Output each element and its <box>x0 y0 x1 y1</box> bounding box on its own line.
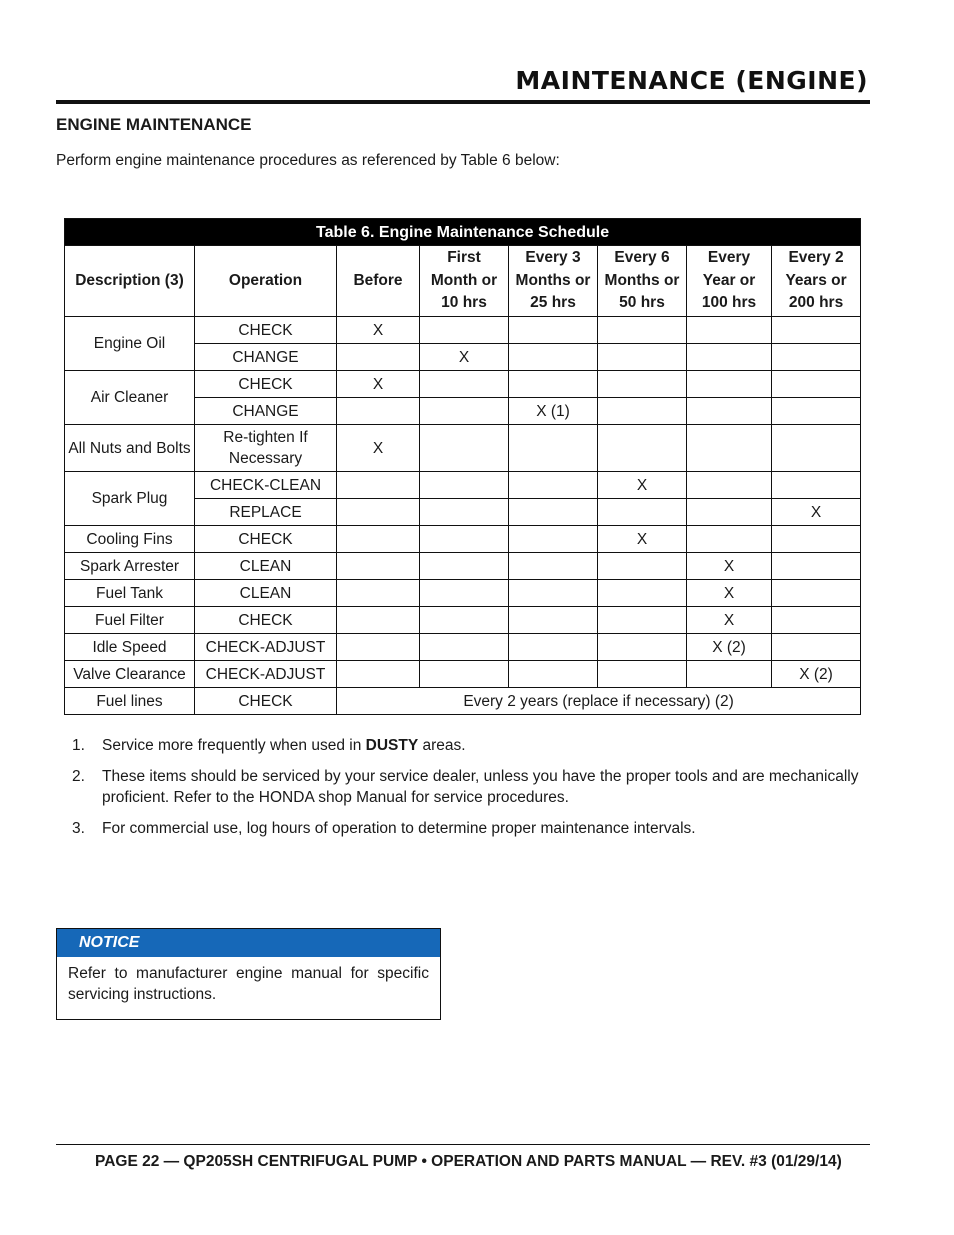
operation-cell: CHANGE <box>195 398 337 425</box>
interval-cell: X (2) <box>772 661 861 688</box>
operation-cell: CHECK-ADJUST <box>195 634 337 661</box>
column-header: Every Year or 100 hrs <box>687 246 772 317</box>
description-cell: Cooling Fins <box>65 526 195 553</box>
description-cell: Fuel Tank <box>65 580 195 607</box>
operation-cell: CHECK <box>195 688 337 715</box>
interval-cell <box>598 398 687 425</box>
interval-cell <box>509 580 598 607</box>
footnotes-list <box>72 735 862 849</box>
interval-cell <box>420 499 509 526</box>
interval-cell <box>420 317 509 344</box>
interval-cell <box>772 472 861 499</box>
column-header: Before <box>337 246 420 317</box>
table-row <box>65 472 861 499</box>
table-row <box>65 580 861 607</box>
footnote-text: Service more frequently when used in <box>102 737 366 754</box>
operation-cell: CHECK-ADJUST <box>195 661 337 688</box>
column-header: Operation <box>195 246 337 317</box>
interval-cell <box>687 344 772 371</box>
table-row <box>65 661 861 688</box>
maintenance-schedule-table <box>64 218 861 715</box>
interval-cell <box>509 371 598 398</box>
interval-cell: X <box>420 344 509 371</box>
interval-cell: X <box>687 553 772 580</box>
operation-cell: CHECK <box>195 371 337 398</box>
interval-cell <box>687 661 772 688</box>
interval-cell <box>598 580 687 607</box>
interval-cell <box>509 425 598 472</box>
interval-cell <box>687 371 772 398</box>
footnote <box>72 818 862 839</box>
interval-cell <box>420 580 509 607</box>
description-cell: Fuel Filter <box>65 607 195 634</box>
footnote-emphasis: DUSTY <box>365 737 419 754</box>
interval-cell <box>772 526 861 553</box>
interval-cell: X <box>598 472 687 499</box>
interval-cell <box>337 634 420 661</box>
interval-cell: X <box>337 425 420 472</box>
column-header: First Month or 10 hrs <box>420 246 509 317</box>
description-cell: Spark Arrester <box>65 553 195 580</box>
operation-cell: REPLACE <box>195 499 337 526</box>
footnote-number: 3. <box>72 820 85 837</box>
interval-cell: X <box>337 371 420 398</box>
interval-cell <box>337 344 420 371</box>
interval-cell <box>772 425 861 472</box>
interval-cell <box>509 344 598 371</box>
section-heading: ENGINE MAINTENANCE <box>56 115 252 134</box>
footer-rule <box>56 1144 870 1145</box>
notice-title: NOTICE <box>57 929 440 957</box>
interval-cell <box>772 634 861 661</box>
interval-cell <box>420 634 509 661</box>
description-cell: Valve Clearance <box>65 661 195 688</box>
interval-cell: X <box>337 317 420 344</box>
operation-cell: CHECK-CLEAN <box>195 472 337 499</box>
interval-cell <box>687 317 772 344</box>
operation-cell: Re-tighten If Necessary <box>195 425 337 472</box>
interval-cell <box>337 607 420 634</box>
interval-cell <box>772 553 861 580</box>
interval-cell <box>772 580 861 607</box>
interval-cell <box>420 371 509 398</box>
table-row <box>65 425 861 472</box>
interval-cell <box>598 317 687 344</box>
interval-cell <box>687 472 772 499</box>
footnote-number: 2. <box>72 768 85 785</box>
interval-cell <box>509 526 598 553</box>
interval-cell <box>509 317 598 344</box>
description-cell: All Nuts and Bolts <box>65 425 195 472</box>
interval-cell <box>687 499 772 526</box>
interval-cell <box>772 317 861 344</box>
interval-cell <box>772 398 861 425</box>
interval-cell <box>420 607 509 634</box>
interval-cell <box>687 398 772 425</box>
interval-cell <box>420 553 509 580</box>
interval-cell <box>337 526 420 553</box>
interval-cell <box>509 634 598 661</box>
description-cell: Spark Plug <box>65 472 195 526</box>
interval-cell <box>598 344 687 371</box>
footnote-text: areas. <box>418 737 466 754</box>
table-row <box>65 688 861 715</box>
interval-cell: X (2) <box>687 634 772 661</box>
interval-cell <box>420 425 509 472</box>
interval-cell <box>420 398 509 425</box>
interval-cell <box>598 634 687 661</box>
operation-cell: CHECK <box>195 317 337 344</box>
page-footer: PAGE 22 — QP205SH CENTRIFUGAL PUMP • OPERATION AND PARTS MANUAL — REV. #3 (01/29/14) <box>95 1153 842 1170</box>
interval-cell <box>509 499 598 526</box>
interval-cell: X <box>772 499 861 526</box>
footnote-text: These items should be serviced by your service dealer, unless you have the proper tools and are mechanically proficient. Refer to the HONDA shop Manual for service procedures. <box>102 768 859 806</box>
operation-cell: CLEAN <box>195 553 337 580</box>
description-cell: Idle Speed <box>65 634 195 661</box>
interval-span-cell: Every 2 years (replace if necessary) (2) <box>337 688 861 715</box>
column-header: Every 2 Years or 200 hrs <box>772 246 861 317</box>
table-row <box>65 526 861 553</box>
interval-cell: X <box>598 526 687 553</box>
footnote-number: 1. <box>72 737 85 754</box>
table-row <box>65 634 861 661</box>
interval-cell <box>772 371 861 398</box>
footnote <box>72 735 862 756</box>
footnote-text: For commercial use, log hours of operation to determine proper maintenance intervals. <box>102 820 696 837</box>
interval-cell <box>509 607 598 634</box>
intro-text: Perform engine maintenance procedures as referenced by Table 6 below: <box>56 152 560 169</box>
description-cell: Air Cleaner <box>65 371 195 425</box>
table-row <box>65 553 861 580</box>
operation-cell: CHANGE <box>195 344 337 371</box>
interval-cell <box>420 661 509 688</box>
interval-cell <box>337 398 420 425</box>
interval-cell <box>509 661 598 688</box>
table-caption: Table 6. Engine Maintenance Schedule <box>65 219 861 246</box>
column-header: Every 6 Months or 50 hrs <box>598 246 687 317</box>
footnote <box>72 766 862 808</box>
interval-cell <box>598 425 687 472</box>
operation-cell: CHECK <box>195 526 337 553</box>
notice-box <box>56 928 441 1020</box>
interval-cell <box>598 553 687 580</box>
interval-cell <box>337 553 420 580</box>
operation-cell: CHECK <box>195 607 337 634</box>
interval-cell <box>598 607 687 634</box>
interval-cell: X <box>687 580 772 607</box>
table-row <box>65 371 861 398</box>
interval-cell <box>598 499 687 526</box>
interval-cell <box>337 499 420 526</box>
interval-cell <box>420 526 509 553</box>
interval-cell <box>772 607 861 634</box>
interval-cell <box>337 472 420 499</box>
interval-cell <box>687 425 772 472</box>
column-header: Every 3 Months or 25 hrs <box>509 246 598 317</box>
operation-cell: CLEAN <box>195 580 337 607</box>
interval-cell <box>337 580 420 607</box>
interval-cell <box>420 472 509 499</box>
column-header: Description (3) <box>65 246 195 317</box>
notice-text: Refer to manufacturer engine manual for specific servicing instructions. <box>68 965 429 1003</box>
description-cell: Engine Oil <box>65 317 195 371</box>
interval-cell <box>509 472 598 499</box>
description-cell: Fuel lines <box>65 688 195 715</box>
interval-cell: X (1) <box>509 398 598 425</box>
interval-cell <box>598 371 687 398</box>
page-title: MAINTENANCE (ENGINE) <box>515 66 868 95</box>
interval-cell <box>772 344 861 371</box>
interval-cell <box>598 661 687 688</box>
header-rule <box>56 100 870 104</box>
table-row <box>65 317 861 344</box>
interval-cell: X <box>687 607 772 634</box>
interval-cell <box>509 553 598 580</box>
interval-cell <box>687 526 772 553</box>
table-row <box>65 607 861 634</box>
interval-cell <box>337 661 420 688</box>
